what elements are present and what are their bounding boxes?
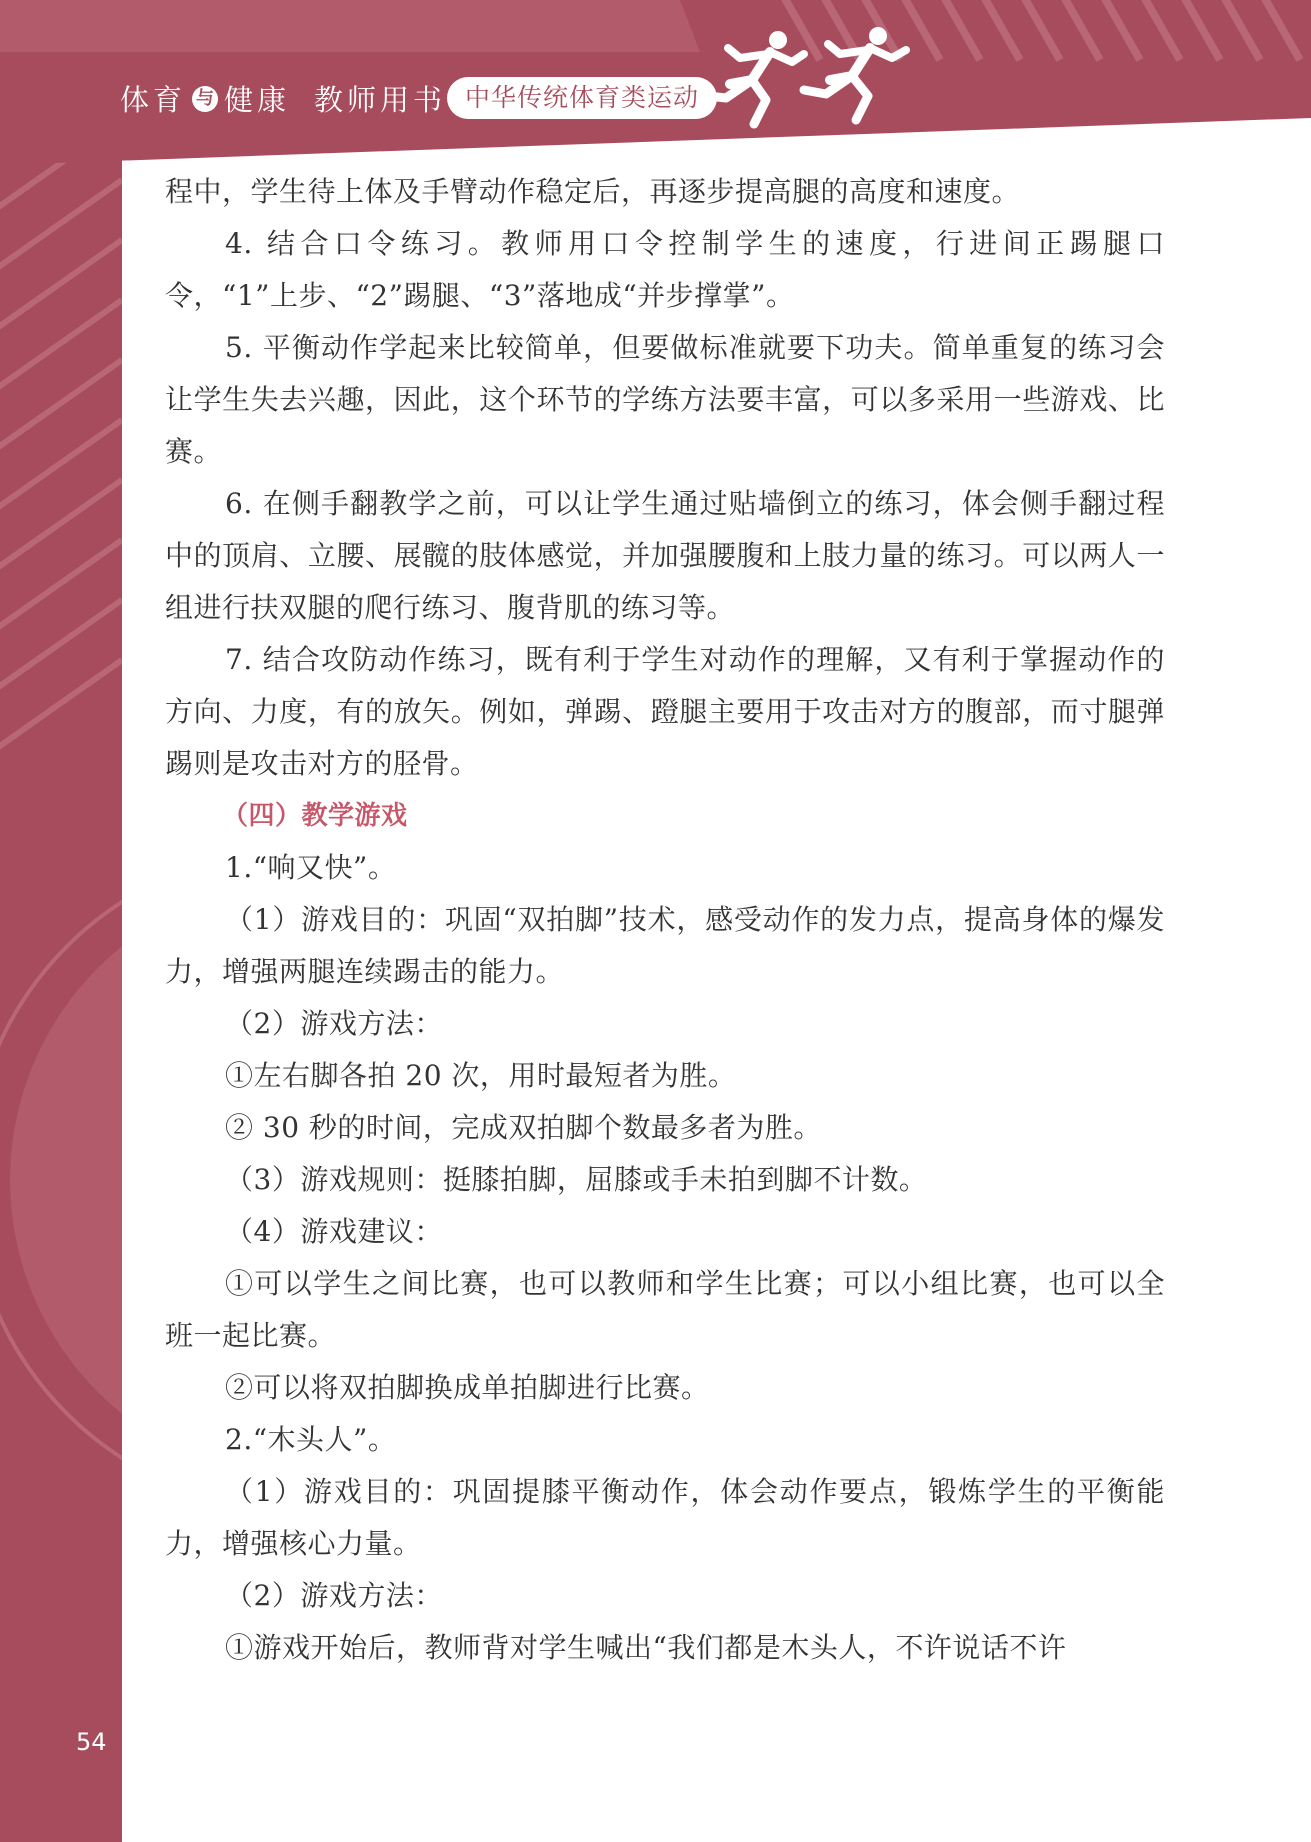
paragraph-item-4: 4. 结合口令练习。教师用口令控制学生的速度，行进间正踢腿口令，“1”上步、“2”踢腿、“3”落地成“并步撑掌”。 [165, 227, 1165, 312]
game-1-suggestion-1: ①可以学生之间比赛，也可以教师和学生比赛；可以小组比赛，也可以全班一起比赛。 [165, 1267, 1165, 1352]
game-2-title: 2.“木头人”。 [225, 1423, 397, 1456]
game-2-method-1: ①游戏开始后，教师背对学生喊出“我们都是木头人，不许说话不许 [225, 1631, 1067, 1664]
band-pattern [0, 0, 122, 1842]
paragraph-continuation: 程中，学生待上体及手臂动作稳定后，再逐步提高腿的高度和速度。 [165, 175, 1021, 208]
game-1-title: 1.“响又快”。 [225, 851, 397, 884]
page-number: 54 [76, 1728, 107, 1756]
page-body [165, 166, 1165, 1674]
page-header [0, 0, 1311, 165]
game-1-suggestion-label: （4）游戏建议： [225, 1215, 443, 1248]
game-1-purpose: （1）游戏目的：巩固“双拍脚”技术，感受动作的发力点，提高身体的爆发力，增强两腿连续踢击的能力。 [165, 903, 1165, 988]
paragraph-item-7: 7. 结合攻防动作练习，既有利于学生对动作的理解，又有利于掌握动作的方向、力度，有的放矢。例如，弹踢、蹬腿主要用于攻击对方的腹部，而寸腿弹踢则是攻击对方的胫骨。 [165, 643, 1165, 780]
game-2-purpose: （1）游戏目的：巩固提膝平衡动作，体会动作要点，锻炼学生的平衡能力，增强核心力量。 [165, 1475, 1165, 1560]
game-1-method-1: ①左右脚各拍 20 次，用时最短者为胜。 [225, 1059, 737, 1092]
paragraph-item-5: 5. 平衡动作学起来比较简单，但要做标准就要下功夫。简单重复的练习会让学生失去兴趣，因此，这个环节的学练方法要丰富，可以多采用一些游戏、比赛。 [165, 331, 1165, 468]
brand-sports: 体育 [120, 83, 187, 117]
book-brand [120, 78, 446, 119]
section-tag: 中华传统体育类运动 [447, 77, 717, 119]
game-1-method-label: （2）游戏方法： [225, 1007, 443, 1040]
running-figures-icon [700, 24, 930, 134]
game-1-rules: （3）游戏规则：挺膝拍脚，屈膝或手未拍到脚不计数。 [225, 1163, 928, 1196]
section-heading: （四）教学游戏 [222, 801, 408, 831]
brand-health: 健康 [224, 83, 291, 117]
brand-and-badge: 与 [192, 86, 218, 112]
paragraph-item-6: 6. 在侧手翻教学之前，可以让学生通过贴墙倒立的练习，体会侧手翻过程中的顶肩、立腰、展髋的肢体感觉，并加强腰腹和上肢力量的练习。可以两人一组进行扶双腿的爬行练习、腹背肌的练习等。 [165, 487, 1165, 624]
book-type: 教师用书 [314, 83, 447, 117]
game-2-method-label: （2）游戏方法： [225, 1579, 443, 1612]
left-decorative-band [0, 0, 122, 1842]
game-1-suggestion-2: ②可以将双拍脚换成单拍脚进行比赛。 [225, 1371, 710, 1404]
game-1-method-2: ② 30 秒的时间，完成双拍脚个数最多者为胜。 [225, 1111, 822, 1144]
